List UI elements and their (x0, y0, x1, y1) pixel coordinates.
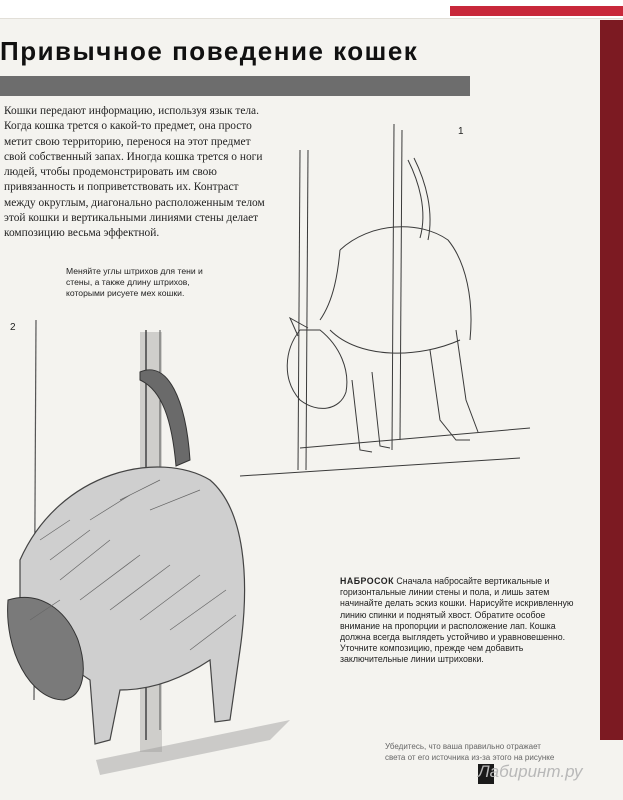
intro-paragraph: Кошки передают информацию, используя язык тела. Когда кошка трется о какой-то предмет, она просто метит свою территорию, перенося на этот предмет свой собственный запах. Иногда кошка трется о ноги людей, чтобы продемонстрировать им свою привязанность и поприветствовать их. Контраст между округлым, диагонально расположенным телом этой кошки и вертикальными линиями стены делает композицию весьма эффектной. (4, 105, 265, 240)
page-title: Привычное поведение кошек (0, 36, 419, 66)
sketch-cat-outline (240, 124, 530, 476)
sketch-caption (340, 576, 580, 666)
watermark: Лабиринт.ру (478, 762, 583, 781)
shaded-cat-drawing (8, 320, 290, 775)
figure-1-number: 1 (458, 126, 464, 137)
figure-2-number: 2 (10, 322, 16, 333)
hatching-caption: Меняйте углы штрихов для тени и стены, а также длину штрихов, которыми рисуете мех кошки. (66, 266, 203, 298)
footer-note: Убедитесь, что ваша правильно отражает света от его источника из-за этого на рисунке (385, 742, 555, 762)
sketch-caption-lead: НАБРОСОК (340, 576, 394, 586)
sketch-caption-body: Сначала набросайте вертикальные и горизонтальные линии стены и пола, и лишь затем начинайте делать эскиз кошки. Нарисуйте искривленную линию спинки и поднятый хвост. Обратите особое внимание на пропорции и расположение лап. Кошка должна всегда выглядеть устойчиво и уравновешенно. Уточните композицию, прежде чем добавить заключительные линии штриховки. (340, 576, 574, 665)
